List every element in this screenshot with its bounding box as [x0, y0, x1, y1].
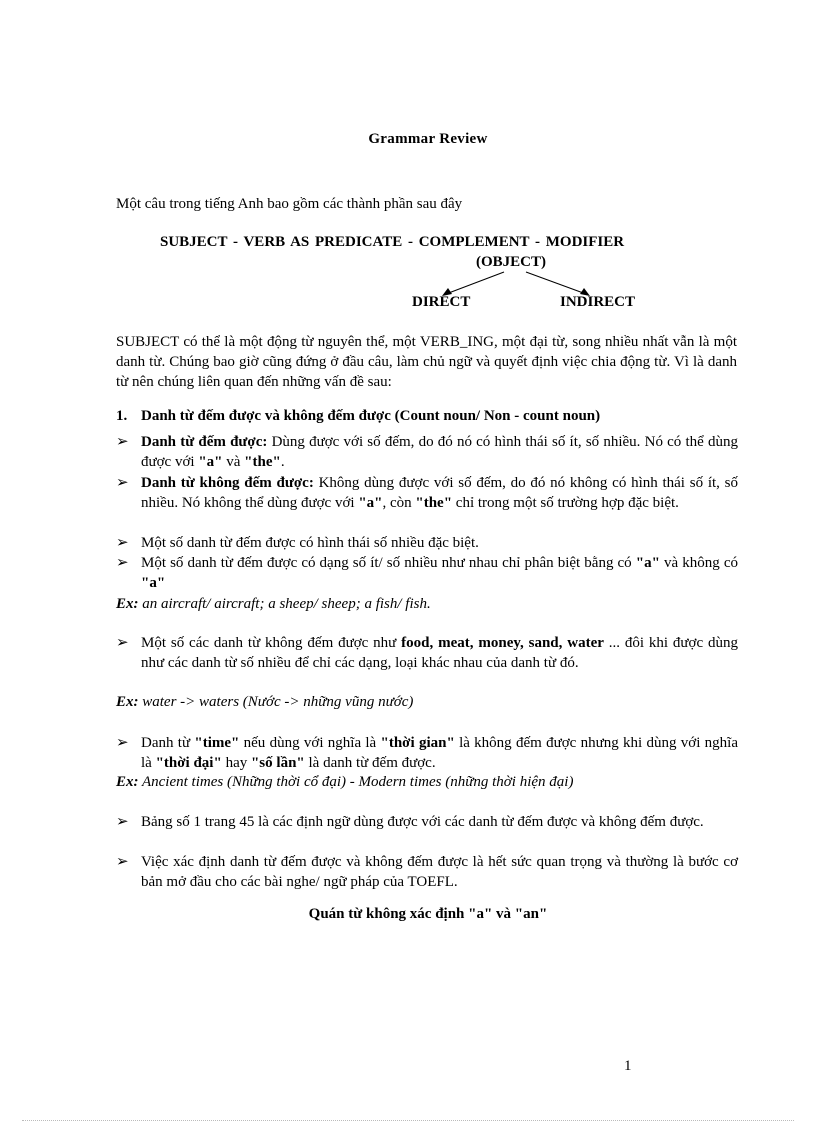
intro-text: Một câu trong tiếng Anh bao gồm các thành phần sau đây: [116, 196, 463, 212]
subject-paragraph: SUBJECT có thể là một động từ nguyên thể, một VERB_ING, một đại từ, song nhiều nhất vẫn là một danh từ. Chúng bao giờ cũng đứng ở đầu câu, làm chủ ngữ và quyết định việc chia động từ. Vì là danh từ nên chúng liên quan đến những vấn đề sau:: [116, 334, 737, 390]
arrow-bullet-icon: ➢: [116, 635, 129, 651]
bullet-text: Danh từ "time" nếu dùng với nghĩa là "thời gian" là không đếm được nhưng khi dùng với nghĩa là "thời đại" hay "số lần" là danh từ đếm được.: [141, 735, 738, 771]
arrow-bullet-icon: ➢: [116, 475, 129, 491]
bullet-table-reference: [116, 812, 738, 832]
heading-text: Danh từ đếm được và không đếm được (Count noun/ Non - count noun): [141, 408, 601, 424]
example-3: Ex: Ancient times (Những thời cổ đại) - Modern times (những thời hiện đại): [116, 774, 574, 790]
arrow-bullet-icon: ➢: [116, 814, 129, 830]
bullet-uncountable: [116, 473, 738, 513]
arrow-bullet-icon: ➢: [116, 555, 129, 571]
bullet-text: Danh từ không đếm được: Không dùng được với số đếm, do đó nó không có hình thái số ít, số nhiều. Nó không thể dùng được với "a", còn "the" chỉ trong một số trường hợp đặc biệt.: [141, 475, 738, 511]
bullet-time: [116, 733, 738, 773]
bullet-uncountable-plural-use: [116, 633, 738, 673]
page-bottom-border: [22, 1120, 794, 1121]
arrow-bullet-icon: ➢: [116, 535, 129, 551]
bullet-text: Một số danh từ đếm được có dạng số ít/ số nhiều như nhau chỉ phân biệt bằng có "a" và không có "a": [141, 555, 738, 591]
arrow-bullet-icon: ➢: [116, 434, 129, 450]
bullet-text: Việc xác định danh từ đếm được và không đếm được là hết sức quan trọng và thường là bước cơ bản mở đầu cho các bài nghe/ ngữ pháp của TOEFL.: [141, 854, 738, 890]
heading-number: 1.: [116, 408, 128, 424]
bullet-text: Danh từ đếm được: Dùng được với số đếm, do đó nó có hình thái số ít, số nhiều. Nó có thể dùng được với "a" và "the".: [141, 434, 738, 470]
sentence-formula: SUBJECT - VERB AS PREDICATE - COMPLEMENT - MODIFIER: [160, 234, 625, 250]
indirect-label: INDIRECT: [560, 294, 636, 310]
direct-label: DIRECT: [412, 294, 471, 310]
arrow-bullet-icon: ➢: [116, 854, 129, 870]
page-number: 1: [624, 1058, 632, 1074]
bullet-toefl: [116, 852, 738, 892]
bullet-text: Một số các danh từ không đếm được như food, meat, money, sand, water ... đôi khi được dùng như các danh từ số nhiều để chỉ các dạng, loại khác nhau của danh từ đó.: [141, 635, 738, 671]
bullet-special-plural: [116, 533, 738, 553]
example-2: Ex: water -> waters (Nước -> những vũng nước): [116, 694, 414, 710]
bullet-countable: [116, 432, 738, 472]
bullet-same-form: [116, 553, 738, 593]
heading-count-noun: [116, 408, 600, 425]
bullet-text: Bảng số 1 trang 45 là các định ngữ dùng được với các danh từ đếm được và không đếm được.: [141, 814, 704, 830]
section-heading-articles: Quán từ không xác định "a" và "an": [308, 906, 548, 922]
page-title: Grammar Review: [368, 131, 488, 147]
bullet-text: Một số danh từ đếm được có hình thái số nhiều đặc biệt.: [141, 535, 479, 551]
arrow-bullet-icon: ➢: [116, 735, 129, 751]
example-1: Ex: an aircraft/ aircraft; a sheep/ sheep; a fish/ fish.: [116, 596, 431, 612]
object-label: (OBJECT): [476, 254, 547, 270]
